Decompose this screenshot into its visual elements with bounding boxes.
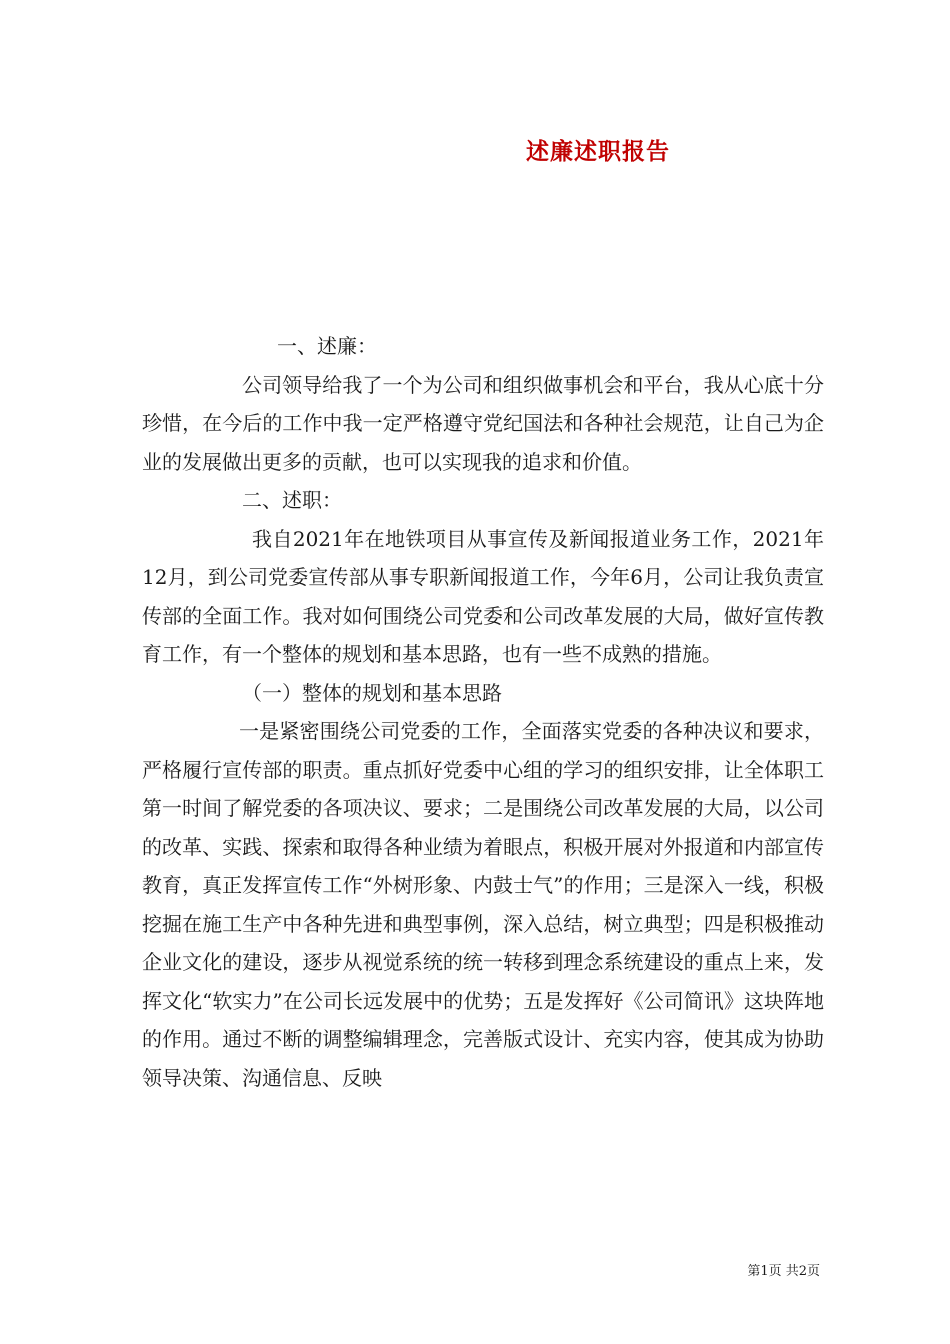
document-body <box>142 327 824 1097</box>
page-number: 第1页 共2页 <box>747 1264 820 1279</box>
paragraph-zhi: 我自2021年在地铁项目从事宣传及新闻报道业务工作，2021年12月，到公司党委宣传部从事专职新闻报道工作，今年6月，公司让我负责宣传部的全面工作。我对如何围绕公司党委和公司改革发展的大局，做好宣传教育工作，有一个整体的规划和基本思路，也有一些不成熟的措施。 <box>142 526 824 666</box>
document-title: 述廉述职报告 <box>526 138 670 165</box>
paragraph-lian: 公司领导给我了一个为公司和组织做事机会和平台，我从心底十分珍惜，在今后的工作中我一定严格遵守党纪国法和各种社会规范，让自己为企业的发展做出更多的贡献，也可以实现我的追求和价值。 <box>142 372 824 474</box>
section-heading-lian: 一、述廉： <box>277 334 377 358</box>
subsection-heading-plan: （一）整体的规划和基本思路 <box>242 680 502 705</box>
section-heading-zhi: 二、述职： <box>242 488 342 512</box>
paragraph-plan: 一是紧密围绕公司党委的工作，全面落实党委的各种决议和要求，严格履行宣传部的职责。重点抓好党委中心组的学习的组织安排，让全体职工第一时间了解党委的各项决议、要求；二是围绕公司改革发展的大局，以公司的改革、实践、探索和取得各种业绩为着眼点，积极开展对外报道和内部宣传教育，真正发挥宣传工作“外树形象、内鼓士气”的作用；三是深入一线，积极挖掘在施工生产中各种先进和典型事例，深入总结，树立典型；四是积极推动企业文化的建设，逐步从视觉系统的统一转移到理念系统建设的重点上来，发挥文化“软实力”在公司长远发展中的优势；五是发挥好《公司简讯》这块阵地的作用。通过不断的调整编辑理念，完善版式设计、充实内容，使其成为协助领导决策、沟通信息、反映 <box>142 719 824 1090</box>
